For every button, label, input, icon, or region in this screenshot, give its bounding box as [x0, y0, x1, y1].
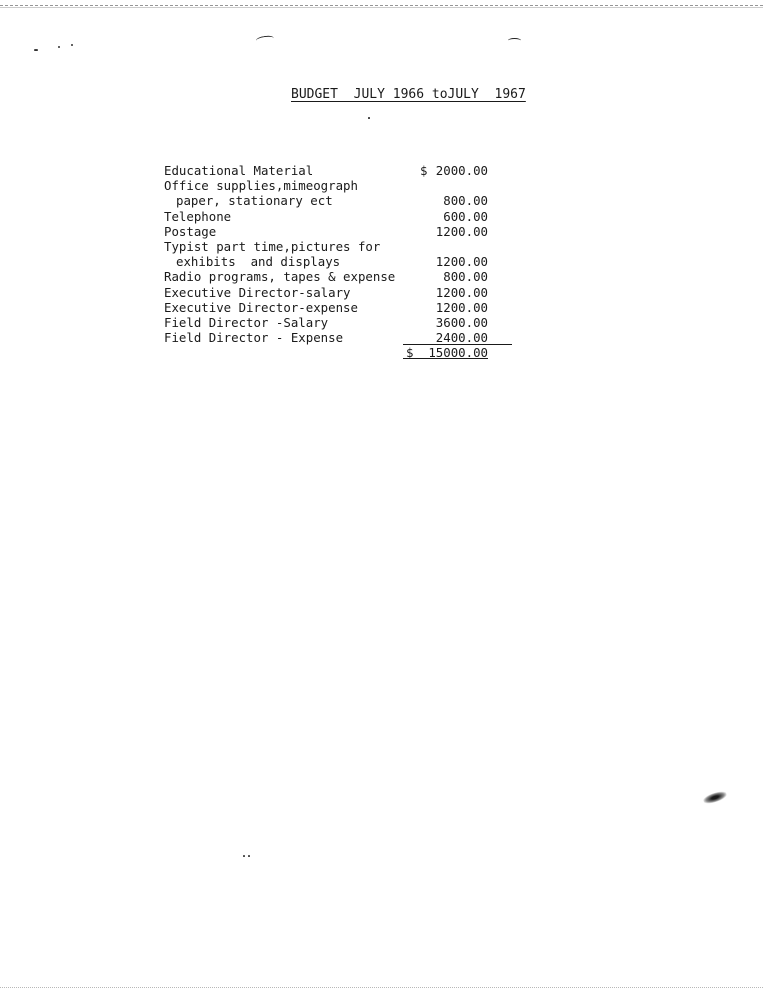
- page-title: BUDGET JULY 1966 toJULY 1967: [291, 87, 526, 102]
- budget-row: [164, 224, 524, 239]
- speck-mark: [243, 855, 245, 857]
- budget-row: [164, 330, 524, 345]
- budget-item-amount: 800.00: [443, 269, 488, 285]
- pen-mark: [256, 35, 275, 44]
- budget-item-label: Executive Director-expense: [164, 299, 358, 315]
- speck-mark: [58, 46, 60, 48]
- dollar-sign: $: [420, 163, 428, 178]
- budget-item-amount: 1200.00: [435, 299, 488, 315]
- budget-item-label: Field Director - Expense: [164, 330, 344, 346]
- budget-item-label: Postage: [164, 223, 217, 239]
- budget-item-label: Field Director -Salary: [164, 314, 329, 330]
- scan-edge-top: [0, 0, 763, 6]
- budget-item-label: Typist part time,pictures for: [164, 238, 381, 254]
- budget-item-amount: 1200.00: [435, 254, 488, 270]
- budget-row: [164, 178, 524, 193]
- budget-item-amount: 1200.00: [435, 284, 488, 300]
- total-rule: [403, 344, 512, 345]
- budget-row: [164, 300, 524, 315]
- budget-item-label: Executive Director-salary: [164, 284, 351, 300]
- dollar-sign: $: [406, 345, 414, 361]
- speck-mark: [34, 49, 38, 51]
- budget-item-amount: 1200.00: [435, 223, 488, 239]
- total-amount: 15000.00: [428, 345, 488, 361]
- budget-row: [164, 193, 524, 208]
- speck-mark: [71, 44, 73, 46]
- budget-item-amount: 3600.00: [435, 314, 488, 330]
- speck-mark: [368, 117, 370, 119]
- budget-row: [164, 315, 524, 330]
- budget-item-label: paper, stationary ect: [176, 193, 333, 209]
- scan-edge-top-line: [0, 7, 763, 8]
- scan-edge-bottom: [0, 987, 763, 988]
- budget-row: [164, 285, 524, 300]
- budget-item-amount: 800.00: [443, 193, 488, 209]
- budget-row: [164, 209, 524, 224]
- budget-item-label: Office supplies,mimeograph: [164, 178, 358, 194]
- budget-row: [164, 269, 524, 284]
- total-rule-under: [403, 358, 488, 359]
- ink-smudge: [702, 790, 728, 806]
- budget-item-amount: 600.00: [443, 208, 488, 224]
- budget-row: [164, 163, 524, 178]
- budget-table: [164, 163, 524, 360]
- budget-row: [164, 254, 524, 269]
- pen-mark: [508, 38, 521, 43]
- budget-item-amount: 2000.00: [435, 163, 488, 178]
- budget-item-label: exhibits and displays: [176, 254, 341, 270]
- budget-item-label: Telephone: [164, 208, 232, 224]
- budget-item-label: Educational Material: [164, 163, 314, 178]
- budget-item-label: Radio programs, tapes & expense: [164, 269, 396, 285]
- speck-mark: [248, 855, 250, 857]
- budget-row: [164, 239, 524, 254]
- budget-item-amount: 2400.00: [435, 330, 488, 346]
